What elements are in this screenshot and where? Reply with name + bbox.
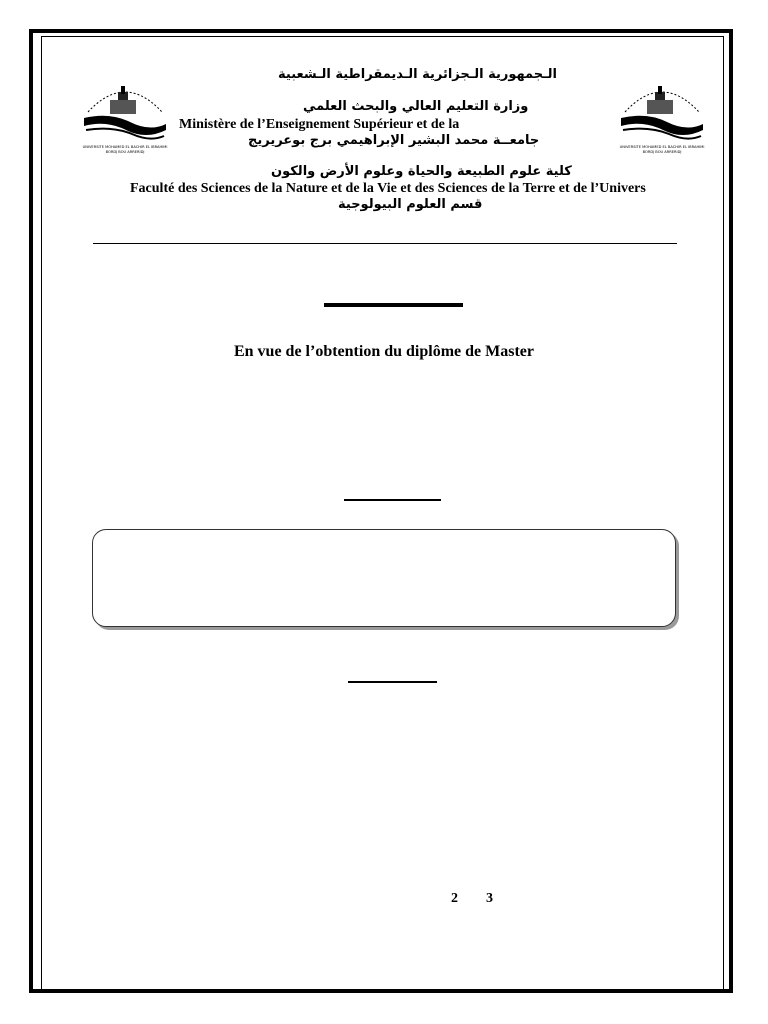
university-logo-right xyxy=(617,72,707,162)
diploma-line: En vue de l’obtention du diplôme de Master xyxy=(233,343,534,360)
section-rule-middle xyxy=(344,499,441,501)
section-rule-top xyxy=(324,303,463,307)
university-logo-icon xyxy=(80,72,170,162)
faculty-name-ar: كلية علوم الطبيعة والحياة وعلوم الأرض والكون xyxy=(271,164,572,179)
thesis-title-box xyxy=(92,529,676,627)
page-border-inner xyxy=(41,36,724,993)
department-name-ar: قسم العلوم البيولوجية xyxy=(338,197,483,212)
republic-name-ar: الـجمهورية الـجزائرية الـديمقراطية الـشعبية xyxy=(278,67,557,82)
university-name-ar: جامعــة محمد البشير الإبراهيمي برج بوعريريج xyxy=(248,133,540,148)
university-logo-left xyxy=(80,72,170,162)
ministry-name-fr: Ministère de l’Enseignement Supérieur et de la xyxy=(179,117,460,132)
university-logo-icon xyxy=(617,72,707,162)
logo-caption-right-1: UNIVERSITE MOHAMED EL BACHIR EL IBRAHIMI xyxy=(619,145,705,149)
section-rule-bottom xyxy=(348,681,437,683)
logo-caption-left-1: UNIVERSITE MOHAMED EL BACHIR EL IBRAHIMI xyxy=(82,145,168,149)
logo-caption-right-2: BORDJ BOU ARRERIDJ xyxy=(642,150,682,154)
logo-caption-left-2: BORDJ BOU ARRERIDJ xyxy=(105,150,145,154)
year-digit-1: 2 xyxy=(451,891,458,906)
year-digit-2: 3 xyxy=(486,891,493,906)
ministry-name-ar: وزارة التعليم العالي والبحث العلمي xyxy=(303,99,529,114)
header-divider xyxy=(93,243,677,244)
faculty-name-fr: Faculté des Sciences de la Nature et de la Vie et des Sciences de la Terre et de l’Univers xyxy=(130,181,646,196)
